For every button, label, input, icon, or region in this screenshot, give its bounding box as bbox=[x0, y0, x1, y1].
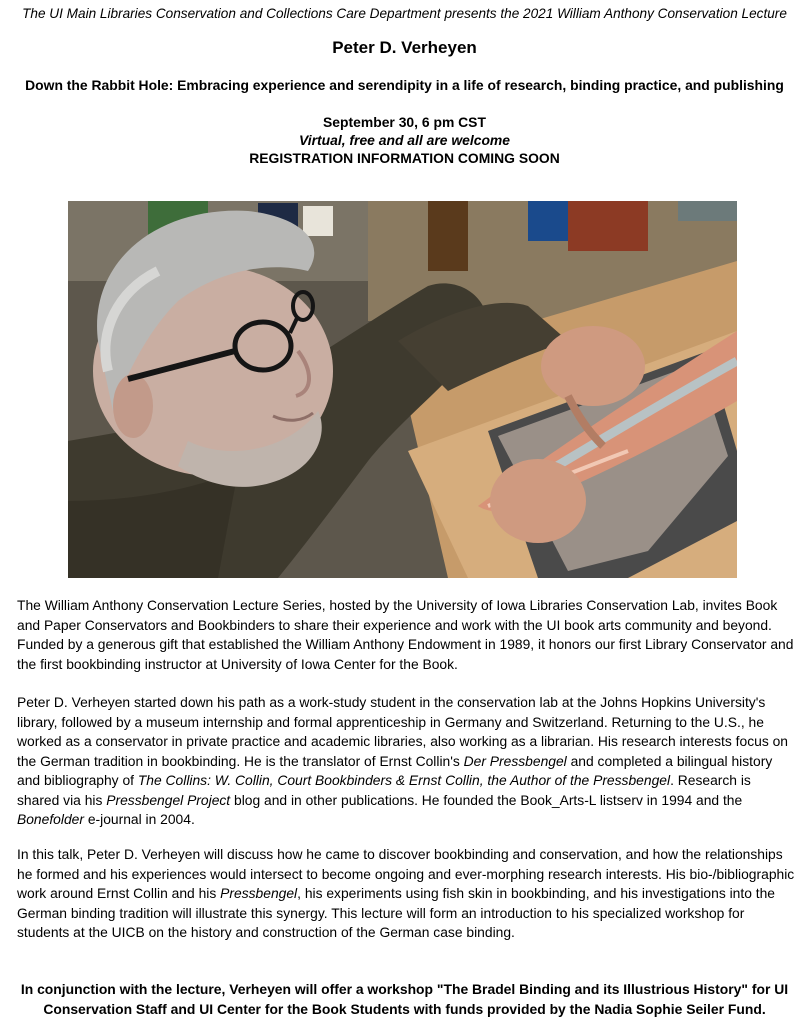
bio-text: . Research is shared via his bbox=[17, 772, 751, 808]
registration-notice: REGISTRATION INFORMATION COMING SOON bbox=[249, 150, 560, 166]
book-title: Pressbengel bbox=[220, 885, 298, 901]
paragraph-bio bbox=[17, 693, 797, 830]
bio-text: e-journal in 2004. bbox=[83, 811, 195, 827]
blog-title: Pressbengel Project bbox=[106, 791, 231, 808]
intro-line: The UI Main Libraries Conservation and Collections Care Department presents the 2021 William Anthony Conservation Lecture bbox=[22, 6, 787, 21]
bio-text: and completed a bilingual history and bibliography of bbox=[17, 752, 773, 788]
event-venue: Virtual, free and all are welcome bbox=[298, 132, 511, 148]
paragraph-lecture-series: The William Anthony Conservation Lecture Series, hosted by the University of Iowa Libraries Conservation Lab, invites Book and Paper Conservators and Bookbinders to share their experience and work with the UI book arts community and beyond. Funded by a generous gift that established the William Anthony Endowment in 1989, it honors our first Library Conservator and the first bookbinding instructor at University of Iowa Center for the Book. bbox=[17, 597, 794, 672]
summary-text: , his experiments using fish skin in bookbinding, and his investigations into the German binding tradition will illustrate this synergy. This lecture will form an introduction to his specialized workshop for students at the UICB on the history and construction of the German case binding. bbox=[17, 885, 776, 940]
bio-text: blog and in other publications. He founded the Book_Arts-L listserv in 1994 and the bbox=[230, 791, 743, 808]
summary-text: In this talk, Peter D. Verheyen will discuss how he came to discover bookbinding and conservation, and how the relationships he formed and his experiences would intersect to become ongoing and ever-morphing research interests. His bio-/bibliographic work around Ernst Collin and his bbox=[17, 846, 795, 901]
journal-title: Bonefolder bbox=[17, 811, 84, 827]
book-title: Der Pressbengel bbox=[463, 752, 567, 769]
bio-text: Peter D. Verheyen started down his path as a work-study student in the conservation lab at the Johns Hopkins University's library, followed by a museum internship and formal apprenticeship in Germany and Switzerland. Returning to the U.S., he worked as a conservator in private practice and academic libraries, also working as a librarian. His research interests focus on the German tradition in bookbinding. He is the translator of Ernst Collin's bbox=[17, 694, 788, 769]
speaker-photo bbox=[68, 201, 737, 578]
event-date: September 30, 6 pm CST bbox=[323, 114, 486, 130]
talk-title: Down the Rabbit Hole: Embracing experience and serendipity in a life of research, binding practice, and publishing bbox=[25, 77, 784, 93]
book-title: The Collins: W. Collin, Court Bookbinders & Ernst Collin, the Author of the Pressbengel bbox=[137, 772, 671, 788]
speaker-name: Peter D. Verheyen bbox=[332, 38, 477, 57]
workshop-notice: In conjunction with the lecture, Verheyen will offer a workshop "The Bradel Binding and its Illustrious History" for UI Conservation Staff and UI Center for the Book Students with funds provided by the Nadia Sophie Seiler Fund. bbox=[20, 981, 789, 1017]
paragraph-talk-summary bbox=[17, 845, 797, 943]
speaker-photo-illustration bbox=[68, 201, 737, 578]
